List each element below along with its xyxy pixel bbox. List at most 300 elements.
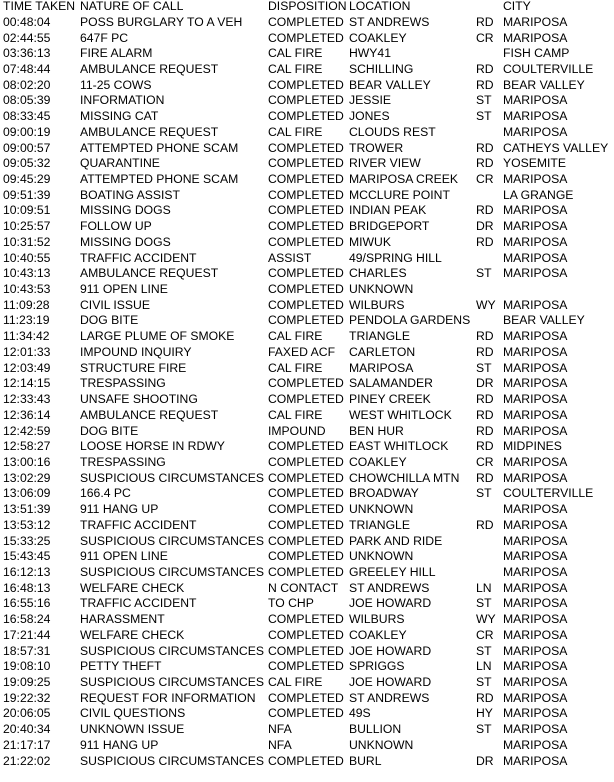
city-cell: MARIPOSA <box>503 454 568 469</box>
city-cell: MARIPOSA <box>503 706 568 721</box>
city-cell: MARIPOSA <box>503 517 568 532</box>
time-cell: 15:43:45 <box>3 549 51 564</box>
table-row <box>0 659 614 675</box>
table-row <box>0 706 614 722</box>
location-cell: SCHILLING <box>349 61 414 76</box>
city-cell: MARIPOSA <box>503 580 568 595</box>
disposition-cell: NFA <box>268 737 292 752</box>
city-cell: MARIPOSA <box>503 722 568 737</box>
street-suffix-cell: ST <box>476 486 492 501</box>
disposition-cell: COMPLETED <box>268 659 344 674</box>
city-cell: MARIPOSA <box>503 675 568 690</box>
street-suffix-cell: RD <box>476 203 494 218</box>
location-cell: COAKLEY <box>349 30 407 45</box>
street-suffix-cell: LN <box>476 659 492 674</box>
table-row <box>0 93 614 109</box>
street-suffix-cell: RD <box>476 690 494 705</box>
location-cell: 49S <box>349 706 371 721</box>
city-cell: MARIPOSA <box>503 549 568 564</box>
disposition-cell: COMPLETED <box>268 219 344 234</box>
time-cell: 16:55:16 <box>3 596 51 611</box>
city-cell: MARIPOSA <box>503 643 568 658</box>
disposition-cell: COMPLETED <box>268 234 344 249</box>
header-nature-of-call: NATURE OF CALL <box>80 0 184 13</box>
city-cell: MIDPINES <box>503 439 562 454</box>
nature-cell: AMBULANCE REQUEST <box>80 124 219 139</box>
nature-cell: WELFARE CHECK <box>80 627 185 642</box>
location-cell: JOE HOWARD <box>349 643 432 658</box>
street-suffix-cell: RD <box>476 392 494 407</box>
time-cell: 09:05:32 <box>3 156 51 171</box>
nature-cell: AMBULANCE REQUEST <box>80 61 219 76</box>
table-row <box>0 156 614 172</box>
time-cell: 13:02:29 <box>3 470 51 485</box>
disposition-cell: IMPOUND <box>268 423 326 438</box>
street-suffix-cell: ST <box>476 722 492 737</box>
nature-cell: POSS BURGLARY TO A VEH <box>80 14 243 29</box>
location-cell: MARIPOSA <box>349 360 414 375</box>
nature-cell: 911 OPEN LINE <box>80 282 168 297</box>
nature-cell: 911 HANG UP <box>80 737 159 752</box>
location-cell: MIWUK <box>349 234 391 249</box>
table-row <box>0 691 614 707</box>
table-row <box>0 439 614 455</box>
nature-cell: SUSPICIOUS CIRCUMSTANCES <box>80 565 264 579</box>
disposition-cell: CAL FIRE <box>268 407 323 422</box>
time-cell: 12:03:49 <box>3 360 51 375</box>
nature-cell: TRESPASSING <box>80 454 166 469</box>
location-cell: BEAR VALLEY <box>349 77 431 92</box>
street-suffix-cell: CR <box>476 172 494 186</box>
location-cell: 49/SPRING HILL <box>349 250 442 265</box>
time-cell: 13:53:12 <box>3 517 51 532</box>
city-cell: MARIPOSA <box>503 93 568 108</box>
header-row <box>0 0 614 15</box>
time-cell: 13:00:16 <box>3 454 51 469</box>
nature-cell: REQUEST FOR INFORMATION <box>80 690 256 705</box>
time-cell: 10:40:55 <box>3 250 51 265</box>
time-cell: 08:02:20 <box>3 77 51 92</box>
city-cell: LA GRANGE <box>503 187 574 202</box>
table-row <box>0 329 614 345</box>
location-cell: CLOUDS REST <box>349 124 436 139</box>
location-cell: PENDOLA GARDENS <box>349 313 471 328</box>
nature-cell: SUSPICIOUS CIRCUMSTANCES <box>80 753 264 768</box>
disposition-cell: CAL FIRE <box>268 360 323 375</box>
table-row <box>0 266 614 282</box>
street-suffix-cell: RD <box>476 423 494 438</box>
nature-cell: UNSAFE SHOOTING <box>80 392 198 407</box>
table-row <box>0 424 614 440</box>
street-suffix-cell: WY <box>476 612 496 627</box>
city-cell: COULTERVILLE <box>503 61 594 76</box>
header-location: LOCATION <box>349 0 411 13</box>
time-cell: 19:22:32 <box>3 690 51 705</box>
disposition-cell: COMPLETED <box>268 454 344 469</box>
location-cell: BULLION <box>349 722 402 737</box>
street-suffix-cell: RD <box>476 14 494 29</box>
nature-cell: SUSPICIOUS CIRCUMSTANCES <box>80 675 264 690</box>
disposition-cell: COMPLETED <box>268 30 344 45</box>
disposition-cell: COMPLETED <box>268 140 344 155</box>
time-cell: 12:01:33 <box>3 344 51 359</box>
disposition-cell: COMPLETED <box>268 470 344 485</box>
nature-cell: WELFARE CHECK <box>80 580 185 595</box>
table-row <box>0 361 614 377</box>
time-cell: 03:36:13 <box>3 46 51 61</box>
table-row <box>0 109 614 125</box>
location-cell: TROWER <box>349 140 404 155</box>
time-cell: 16:12:13 <box>3 565 51 579</box>
location-cell: RIVER VIEW <box>349 156 421 171</box>
street-suffix-cell: RD <box>476 77 494 92</box>
time-cell: 13:51:39 <box>3 502 51 517</box>
table-row <box>0 518 614 534</box>
city-cell: MARIPOSA <box>503 360 568 375</box>
disposition-cell: COMPLETED <box>268 612 344 627</box>
city-cell: FISH CAMP <box>503 46 570 61</box>
disposition-cell: ASSIST <box>268 250 312 265</box>
time-cell: 13:06:09 <box>3 486 51 501</box>
time-cell: 09:51:39 <box>3 187 51 202</box>
street-suffix-cell: ST <box>476 675 492 690</box>
disposition-cell: CAL FIRE <box>268 124 323 139</box>
street-suffix-cell: RD <box>476 140 494 155</box>
disposition-cell: CAL FIRE <box>268 61 323 76</box>
time-cell: 11:34:42 <box>3 329 50 344</box>
table-row <box>0 612 614 628</box>
disposition-cell: COMPLETED <box>268 643 344 658</box>
disposition-cell: COMPLETED <box>268 203 344 218</box>
disposition-cell: TO CHP <box>268 596 314 611</box>
street-suffix-cell: RD <box>476 439 494 454</box>
street-suffix-cell: CR <box>476 30 494 45</box>
time-cell: 21:17:17 <box>3 737 51 752</box>
disposition-cell: COMPLETED <box>268 706 344 721</box>
city-cell: MARIPOSA <box>503 109 568 124</box>
table-row <box>0 502 614 518</box>
location-cell: UNKNOWN <box>349 502 414 517</box>
time-cell: 10:43:53 <box>3 282 51 297</box>
disposition-cell: COMPLETED <box>268 156 344 171</box>
disposition-cell: CAL FIRE <box>268 329 323 344</box>
disposition-cell: COMPLETED <box>268 93 344 108</box>
location-cell: TRIANGLE <box>349 329 410 344</box>
disposition-cell: N CONTACT <box>268 580 339 595</box>
disposition-cell: NFA <box>268 722 292 737</box>
city-cell: MARIPOSA <box>503 376 568 391</box>
street-suffix-cell: RD <box>476 344 494 359</box>
time-cell: 17:21:44 <box>3 627 51 642</box>
street-suffix-cell: LN <box>476 580 492 595</box>
disposition-cell: COMPLETED <box>268 439 344 454</box>
table-row <box>0 141 614 157</box>
city-cell: MARIPOSA <box>503 737 568 752</box>
time-cell: 12:36:14 <box>3 407 51 422</box>
time-cell: 07:48:44 <box>3 61 51 76</box>
nature-cell: UNKNOWN ISSUE <box>80 722 185 737</box>
time-cell: 11:23:19 <box>3 313 50 328</box>
table-row <box>0 408 614 424</box>
street-suffix-cell: ST <box>476 266 492 281</box>
table-row <box>0 203 614 219</box>
location-cell: CARLETON <box>349 344 416 359</box>
time-cell: 18:57:31 <box>3 643 51 658</box>
city-cell: MARIPOSA <box>503 690 568 705</box>
city-cell: BEAR VALLEY <box>503 313 585 328</box>
nature-cell: PETTY THEFT <box>80 659 162 674</box>
disposition-cell: CAL FIRE <box>268 46 323 61</box>
disposition-cell: COMPLETED <box>268 549 344 564</box>
street-suffix-cell: ST <box>476 360 492 375</box>
time-cell: 20:40:34 <box>3 722 51 737</box>
table-row <box>0 46 614 62</box>
disposition-cell: CAL FIRE <box>268 675 323 690</box>
table-row <box>0 486 614 502</box>
table-row <box>0 15 614 31</box>
city-cell: MARIPOSA <box>503 203 568 218</box>
table-row <box>0 251 614 267</box>
city-cell: MARIPOSA <box>503 329 568 344</box>
city-cell: CATHEYS VALLEY <box>503 140 609 155</box>
nature-cell: TRAFFIC ACCIDENT <box>80 250 197 265</box>
location-cell: CHOWCHILLA MTN <box>349 470 460 485</box>
street-suffix-cell: RD <box>476 329 494 344</box>
city-cell: COULTERVILLE <box>503 486 594 501</box>
street-suffix-cell: DR <box>476 753 494 768</box>
disposition-cell: COMPLETED <box>268 627 344 642</box>
table-row <box>0 376 614 392</box>
disposition-cell: COMPLETED <box>268 297 344 312</box>
city-cell: MARIPOSA <box>503 344 568 359</box>
time-cell: 11:09:28 <box>3 297 50 312</box>
disposition-cell: COMPLETED <box>268 14 344 29</box>
city-cell: MARIPOSA <box>503 250 568 265</box>
disposition-cell: COMPLETED <box>268 517 344 532</box>
time-cell: 15:33:25 <box>3 533 51 548</box>
time-cell: 00:48:04 <box>3 14 51 29</box>
nature-cell: AMBULANCE REQUEST <box>80 407 219 422</box>
city-cell: MARIPOSA <box>503 565 568 579</box>
nature-cell: SUSPICIOUS CIRCUMSTANCES <box>80 643 264 658</box>
disposition-cell: COMPLETED <box>268 753 344 768</box>
table-row <box>0 534 614 550</box>
table-row <box>0 219 614 235</box>
city-cell: MARIPOSA <box>503 627 568 642</box>
location-cell: JONES <box>349 109 390 124</box>
nature-cell: DOG BITE <box>80 423 139 438</box>
location-cell: WEST WHITLOCK <box>349 407 452 422</box>
street-suffix-cell: ST <box>476 596 492 611</box>
time-cell: 16:58:24 <box>3 612 51 627</box>
nature-cell: INFORMATION <box>80 93 165 108</box>
table-row <box>0 471 614 487</box>
time-cell: 09:00:19 <box>3 124 51 139</box>
location-cell: BRIDGEPORT <box>349 219 430 234</box>
location-cell: EAST WHITLOCK <box>349 439 449 454</box>
street-suffix-cell: DR <box>476 219 494 234</box>
street-suffix-cell: HY <box>476 706 493 721</box>
table-row <box>0 738 614 754</box>
location-cell: TRIANGLE <box>349 517 410 532</box>
table-row <box>0 31 614 47</box>
street-suffix-cell: ST <box>476 109 492 124</box>
location-cell: GREELEY HILL <box>349 565 436 579</box>
location-cell: INDIAN PEAK <box>349 203 427 218</box>
disposition-cell: COMPLETED <box>268 172 344 186</box>
location-cell: JOE HOWARD <box>349 675 432 690</box>
location-cell: ST ANDREWS <box>349 580 430 595</box>
location-cell: JOE HOWARD <box>349 596 432 611</box>
table-row <box>0 675 614 691</box>
disposition-cell: COMPLETED <box>268 392 344 407</box>
time-cell: 08:33:45 <box>3 109 51 124</box>
table-row <box>0 455 614 471</box>
table-row <box>0 188 614 204</box>
disposition-cell: COMPLETED <box>268 313 344 328</box>
city-cell: MARIPOSA <box>503 172 568 186</box>
location-cell: UNKNOWN <box>349 737 414 752</box>
nature-cell: CIVIL ISSUE <box>80 297 150 312</box>
time-cell: 19:08:10 <box>3 659 51 674</box>
nature-cell: MISSING DOGS <box>80 234 171 249</box>
time-cell: 12:58:27 <box>3 439 51 454</box>
table-row <box>0 78 614 94</box>
city-cell: MARIPOSA <box>503 423 568 438</box>
nature-cell: SUSPICIOUS CIRCUMSTANCES <box>80 533 264 548</box>
disposition-cell: COMPLETED <box>268 187 344 202</box>
disposition-cell: COMPLETED <box>268 486 344 501</box>
time-cell: 12:33:43 <box>3 392 51 407</box>
location-cell: JESSIE <box>349 93 391 108</box>
street-suffix-cell: RD <box>476 61 494 76</box>
table-row <box>0 596 614 612</box>
location-cell: SALAMANDER <box>349 376 433 391</box>
nature-cell: MISSING DOGS <box>80 203 171 218</box>
city-cell: MARIPOSA <box>503 124 568 139</box>
disposition-cell: COMPLETED <box>268 109 344 124</box>
table-row <box>0 549 614 565</box>
location-cell: ST ANDREWS <box>349 14 430 29</box>
table-row <box>0 722 614 738</box>
table-row <box>0 298 614 314</box>
disposition-cell: COMPLETED <box>268 690 344 705</box>
nature-cell: MISSING CAT <box>80 109 159 124</box>
street-suffix-cell: RD <box>476 407 494 422</box>
location-cell: COAKLEY <box>349 454 407 469</box>
time-cell: 10:43:13 <box>3 266 51 281</box>
time-cell: 09:00:57 <box>3 140 51 155</box>
location-cell: PINEY CREEK <box>349 392 431 407</box>
time-cell: 12:42:59 <box>3 423 51 438</box>
disposition-cell: COMPLETED <box>268 77 344 92</box>
city-cell: MARIPOSA <box>503 392 568 407</box>
table-row <box>0 235 614 251</box>
nature-cell: 911 OPEN LINE <box>80 549 168 564</box>
time-cell: 09:45:29 <box>3 172 51 186</box>
table-row <box>0 581 614 597</box>
nature-cell: TRESPASSING <box>80 376 166 391</box>
time-cell: 12:14:15 <box>3 376 51 391</box>
street-suffix-cell: WY <box>476 297 496 312</box>
street-suffix-cell: RD <box>476 156 494 171</box>
time-cell: 10:31:52 <box>3 234 51 249</box>
city-cell: MARIPOSA <box>503 596 568 611</box>
disposition-cell: COMPLETED <box>268 565 344 579</box>
nature-cell: LOOSE HORSE IN RDWY <box>80 439 225 454</box>
street-suffix-cell: CR <box>476 627 494 642</box>
time-cell: 16:48:13 <box>3 580 51 595</box>
city-cell: MARIPOSA <box>503 659 568 674</box>
location-cell: WILBURS <box>349 612 405 627</box>
nature-cell: FOLLOW UP <box>80 219 152 234</box>
nature-cell: 911 HANG UP <box>80 502 159 517</box>
nature-cell: LARGE PLUME OF SMOKE <box>80 329 235 344</box>
location-cell: SPRIGGS <box>349 659 405 674</box>
location-cell: UNKNOWN <box>349 549 414 564</box>
location-cell: CHARLES <box>349 266 407 281</box>
disposition-cell: COMPLETED <box>268 266 344 281</box>
table-row <box>0 125 614 141</box>
nature-cell: BOATING ASSIST <box>80 187 181 202</box>
nature-cell: DOG BITE <box>80 313 139 328</box>
nature-cell: IMPOUND INQUIRY <box>80 344 192 359</box>
disposition-cell: FAXED ACF <box>268 344 336 359</box>
nature-cell: FIRE ALARM <box>80 46 153 61</box>
street-suffix-cell: ST <box>476 643 492 658</box>
location-cell: UNKNOWN <box>349 282 414 297</box>
location-cell: PARK AND RIDE <box>349 533 443 548</box>
table-row <box>0 644 614 660</box>
location-cell: HWY41 <box>349 46 391 61</box>
location-cell: MARIPOSA CREEK <box>349 172 459 186</box>
table-row <box>0 754 614 770</box>
nature-cell: ATTEMPTED PHONE SCAM <box>80 172 239 186</box>
city-cell: MARIPOSA <box>503 14 568 29</box>
street-suffix-cell: RD <box>476 517 494 532</box>
nature-cell: HARASSMENT <box>80 612 165 627</box>
table-row <box>0 628 614 644</box>
table-row <box>0 313 614 329</box>
table-row <box>0 172 614 188</box>
nature-cell: TRAFFIC ACCIDENT <box>80 596 197 611</box>
location-cell: WILBURS <box>349 297 405 312</box>
city-cell: MARIPOSA <box>503 753 568 768</box>
time-cell: 02:44:55 <box>3 30 51 45</box>
street-suffix-cell: RD <box>476 234 494 249</box>
nature-cell: AMBULANCE REQUEST <box>80 266 219 281</box>
header-disposition: DISPOSITION <box>268 0 347 13</box>
time-cell: 10:09:51 <box>3 203 51 218</box>
city-cell: MARIPOSA <box>503 533 568 548</box>
city-cell: MARIPOSA <box>503 234 568 249</box>
nature-cell: QUARANTINE <box>80 156 160 171</box>
nature-cell: 11-25 COWS <box>80 77 152 92</box>
nature-cell: 647F PC <box>80 30 129 45</box>
table-row <box>0 565 614 581</box>
header-city: CITY <box>503 0 531 13</box>
disposition-cell: COMPLETED <box>268 376 344 391</box>
city-cell: MARIPOSA <box>503 470 568 485</box>
street-suffix-cell: DR <box>476 376 494 391</box>
city-cell: MARIPOSA <box>503 612 568 627</box>
city-cell: MARIPOSA <box>503 219 568 234</box>
city-cell: BEAR VALLEY <box>503 77 585 92</box>
time-cell: 20:06:05 <box>3 706 51 721</box>
city-cell: MARIPOSA <box>503 30 568 45</box>
city-cell: YOSEMITE <box>503 156 566 171</box>
nature-cell: 166.4 PC <box>80 486 131 501</box>
